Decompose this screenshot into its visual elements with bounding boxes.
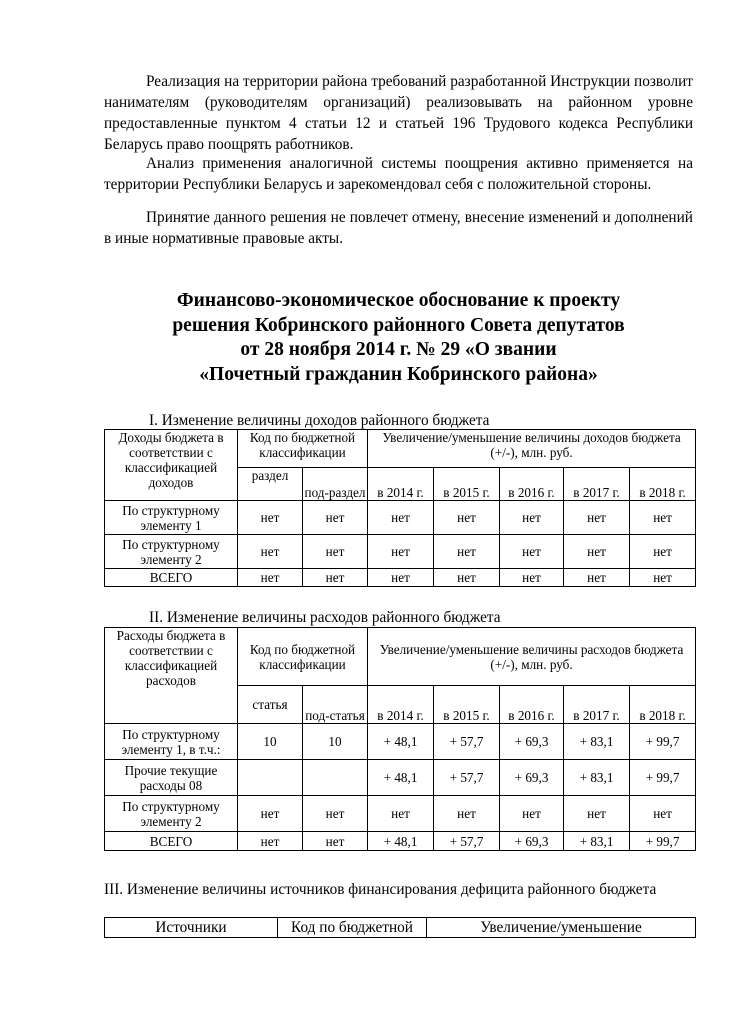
table1-header-year: в 2014 г. [368, 468, 434, 501]
table-cell: 10 [238, 724, 303, 760]
table-cell: + 69,3 [500, 832, 564, 851]
table-cell: + 83,1 [564, 760, 630, 796]
table-cell: + 69,3 [500, 724, 564, 760]
table-cell: + 48,1 [368, 724, 434, 760]
table1-caption: I. Изменение величины доходов районного бюджета [149, 412, 490, 429]
table1-header-year: в 2018 г. [630, 468, 696, 501]
table-cell: нет [630, 796, 696, 832]
table-cell: нет [564, 796, 630, 832]
table-cell: + 48,1 [368, 832, 434, 851]
table-cell: нет [500, 535, 564, 569]
table-cell: нет [303, 501, 368, 535]
table3-header-change: Увеличение/уменьшение [427, 918, 696, 938]
row-label: По структурному элементу 1, в т.ч.: [105, 724, 238, 760]
table-row [105, 569, 696, 587]
table-row [105, 760, 696, 796]
title-line-1: Финансово-экономическое обоснование к проекту [176, 290, 621, 311]
table-cell [303, 760, 368, 796]
table-cell: 10 [303, 724, 368, 760]
table3-header-sources: Источники [105, 918, 278, 938]
table-cell: нет [368, 535, 434, 569]
table-cell: нет [238, 796, 303, 832]
row-label: Прочие текущие расходы 08 [105, 760, 238, 796]
table-cell: + 99,7 [630, 760, 696, 796]
table-row [105, 724, 696, 760]
table-cell: нет [500, 569, 564, 587]
table-cell: нет [630, 569, 696, 587]
table2-header-year: в 2016 г. [500, 686, 564, 724]
table-cell: нет [434, 796, 500, 832]
table2-header-article: статья [238, 686, 303, 724]
table1-header-change: Увеличение/уменьшение величины доходов бюджета (+/-), млн. руб. [368, 430, 696, 468]
table-cell: + 48,1 [368, 760, 434, 796]
table-cell: нет [564, 501, 630, 535]
table2-caption: II. Изменение величины расходов районного бюджета [149, 609, 501, 626]
row-label: По структурному элементу 2 [105, 535, 238, 569]
table-cell: нет [238, 569, 303, 587]
row-label: По структурному элементу 2 [105, 796, 238, 832]
row-label: ВСЕГО [105, 569, 238, 587]
table2-header-subarticle: под-статья [303, 686, 368, 724]
table-cell: нет [368, 569, 434, 587]
paragraph-analysis: Анализ применения аналогичной системы поощрения активно применяется на территории Республики Беларусь и зарекомендовал себя с положительной стороны. [104, 155, 693, 193]
table-cell: + 83,1 [564, 724, 630, 760]
table-cell [238, 760, 303, 796]
table-cell: + 57,7 [434, 760, 500, 796]
table-cell: нет [303, 569, 368, 587]
document-title [100, 289, 697, 387]
table-cell: + 57,7 [434, 724, 500, 760]
table-cell: + 99,7 [630, 832, 696, 851]
paragraph-adoption: Принятие данного решения не повлечет отмену, внесение изменений и дополнений в иные нормативные правовые акты. [104, 209, 693, 247]
row-label: По структурному элементу 1 [105, 501, 238, 535]
table3-header-code: Код по бюджетной [278, 918, 427, 938]
paragraph-implementation: Реализация на территории района требований разработанной Инструкции позволит нанимателям (руководителям организаций) реализовывать на районном уровне предоставленные пунктом 4 статьи 12 и статьей 196 Трудового кодекса Республики Беларусь право поощрять работников. [104, 73, 693, 153]
expenses-table [104, 627, 696, 851]
table1-header-income: Доходы бюджета в соответствии с классификацией доходов [105, 430, 238, 501]
table1-header-year: в 2017 г. [564, 468, 630, 501]
table-cell: нет [630, 535, 696, 569]
table-cell: нет [303, 796, 368, 832]
table2-header-year: в 2018 г. [630, 686, 696, 724]
table2-header-year: в 2017 г. [564, 686, 630, 724]
table2-header-code: Код по бюджетной классификации [238, 628, 368, 686]
table2-header-expenses: Расходы бюджета в соответствии с классификацией расходов [105, 628, 238, 724]
title-line-4: «Почетный гражданин Кобринского района» [199, 363, 598, 385]
table-cell: нет [500, 501, 564, 535]
table2-header-year: в 2015 г. [434, 686, 500, 724]
table-cell: + 83,1 [564, 832, 630, 851]
income-table [104, 429, 696, 587]
table1-header-year: в 2016 г. [500, 468, 564, 501]
table-cell: нет [238, 832, 303, 851]
table-row [105, 501, 696, 535]
title-line-2: решения Кобринского районного Совета депутатов [172, 314, 625, 336]
table-row [105, 535, 696, 569]
row-label: ВСЕГО [105, 832, 238, 851]
table-cell: нет [368, 796, 434, 832]
table-row [105, 832, 696, 851]
table-cell: нет [434, 535, 500, 569]
table-cell: нет [434, 501, 500, 535]
table-cell: нет [500, 796, 564, 832]
table-cell: нет [368, 501, 434, 535]
deficit-sources-table [104, 917, 696, 938]
table-cell: нет [303, 535, 368, 569]
title-line-3: от 28 ноября 2014 г. № 29 «О звании [240, 339, 557, 360]
table-cell: нет [434, 569, 500, 587]
table-cell: нет [303, 832, 368, 851]
table-cell: нет [564, 535, 630, 569]
table2-header-year: в 2014 г. [368, 686, 434, 724]
table1-header-section: раздел [238, 468, 303, 501]
table1-header-subsection: под-раздел [303, 468, 368, 501]
table2-header-change: Увеличение/уменьшение величины расходов бюджета (+/-), млн. руб. [368, 628, 696, 686]
table1-header-year: в 2015 г. [434, 468, 500, 501]
table-cell: нет [564, 569, 630, 587]
table3-caption: III. Изменение величины источников финансирования дефицита районного бюджета [104, 881, 657, 898]
table-cell: нет [238, 535, 303, 569]
table1-header-code: Код по бюджетной классификации [238, 430, 368, 468]
table-cell: нет [630, 501, 696, 535]
table-row [105, 796, 696, 832]
table-cell: + 69,3 [500, 760, 564, 796]
table-cell: + 57,7 [434, 832, 500, 851]
table-cell: + 99,7 [630, 724, 696, 760]
table-cell: нет [238, 501, 303, 535]
